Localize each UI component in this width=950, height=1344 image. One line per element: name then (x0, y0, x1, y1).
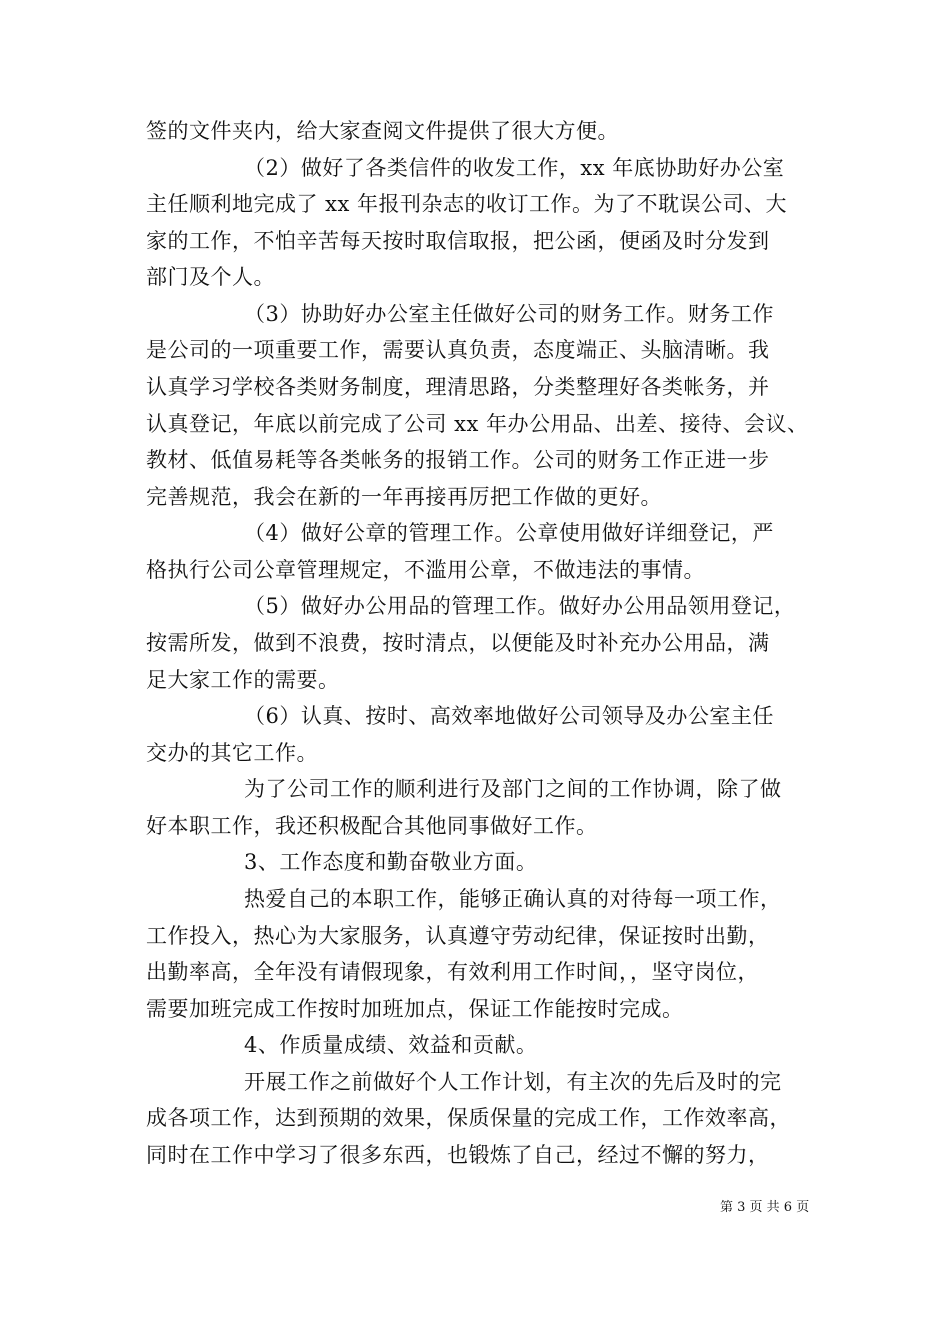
body-text-line: （3）协助好办公室主任做好公司的财务工作。财务工作 (244, 302, 774, 326)
body-text-line: 认真登记，年底以前完成了公司 xx 年办公用品、出差、接待、会议、 (146, 412, 809, 436)
body-text-line: 签的文件夹内，给大家查阅文件提供了很大方便。 (146, 119, 619, 143)
body-text-line: （6）认真、按时、高效率地做好公司领导及办公室主任 (244, 704, 774, 728)
body-text-line: （5）做好办公用品的管理工作。做好办公用品领用登记， (244, 594, 796, 618)
section-heading: 3、工作态度和勤奋敬业方面。 (244, 850, 538, 874)
body-text-line: 开展工作之前做好个人工作计划，有主次的先后及时的完 (244, 1070, 782, 1094)
body-text-line: 交办的其它工作。 (146, 741, 318, 765)
body-text-line: 成各项工作，达到预期的效果，保质保量的完成工作，工作效率高， (146, 1106, 791, 1130)
body-text-line: 部门及个人。 (146, 265, 275, 289)
body-text-line: 为了公司工作的顺利进行及部门之间的工作协调，除了做 (244, 777, 782, 801)
page-number: 第 3 页 共 6 页 (720, 1200, 810, 1215)
body-text-line: 完善规范，我会在新的一年再接再厉把工作做的更好。 (146, 485, 662, 509)
body-text-line: 家的工作，不怕辛苦每天按时取信取报，把公函，便函及时分发到 (146, 229, 770, 253)
body-text-line: 教材、低值易耗等各类帐务的报销工作。公司的财务工作正进一步 (146, 448, 770, 472)
body-text-line: 热爱自己的本职工作，能够正确认真的对待每一项工作， (244, 887, 782, 911)
body-text-line: 出勤率高，全年没有请假现象，有效利用工作时间，，坚守岗位， (146, 960, 759, 984)
body-text-line: 足大家工作的需要。 (146, 668, 340, 692)
body-text-line: 按需所发，做到不浪费，按时清点，以便能及时补充办公用品，满 (146, 631, 770, 655)
body-text-line: 需要加班完成工作按时加班加点，保证工作能按时完成。 (146, 997, 684, 1021)
body-text-line: 工作投入，热心为大家服务，认真遵守劳动纪律，保证按时出勤， (146, 924, 770, 948)
body-text-line: （2）做好了各类信件的收发工作，xx 年底协助好办公室 (244, 156, 785, 180)
body-text-line: （4）做好公章的管理工作。公章使用做好详细登记，严 (244, 521, 774, 545)
body-text-line: 是公司的一项重要工作，需要认真负责，态度端正、头脑清晰。我 (146, 338, 770, 362)
body-text-line: 格执行公司公章管理规定，不滥用公章，不做违法的事情。 (146, 558, 705, 582)
body-text-line: 认真学习学校各类财务制度，理清思路，分类整理好各类帐务，并 (146, 375, 770, 399)
section-heading: 4、作质量成绩、效益和贡献。 (244, 1033, 538, 1057)
body-text-line: 同时在工作中学习了很多东西，也锻炼了自己，经过不懈的努力， (146, 1143, 770, 1167)
body-text-line: 好本职工作，我还积极配合其他同事做好工作。 (146, 814, 598, 838)
body-text-line: 主任顺利地完成了 xx 年报刊杂志的收订工作。为了不耽误公司、大 (146, 192, 788, 216)
